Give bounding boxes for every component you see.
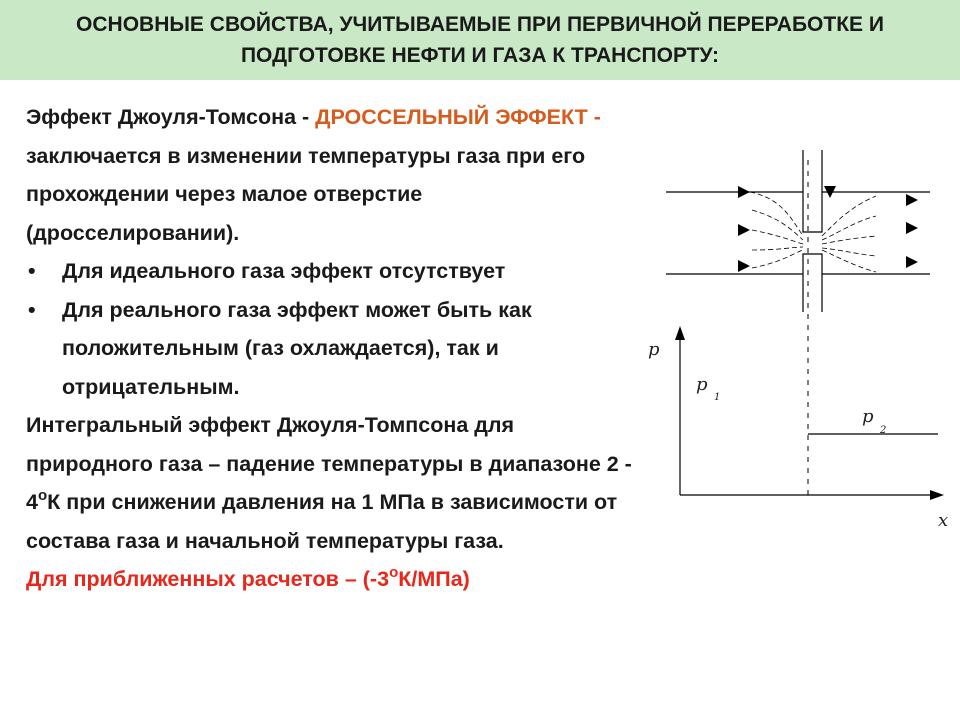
throttling-diagram xyxy=(640,150,950,550)
definition-term: Эффект Джоуля-Томсона - xyxy=(26,105,316,129)
label-p2: p xyxy=(862,406,874,427)
axis-label-p: p xyxy=(648,339,660,360)
approx-text-end: К/МПа) xyxy=(398,567,470,591)
integral-effect-paragraph xyxy=(26,406,636,560)
label-p1: p xyxy=(696,374,708,395)
bullet-symbol: • xyxy=(28,259,36,283)
y-axis-arrow xyxy=(675,326,685,340)
definition-paragraph xyxy=(26,98,636,252)
integral-text-start: Интегральный эффект Джоуля-Томпсона для природного газа – падение температуры в диапазоне 2 - 4 xyxy=(26,413,632,514)
bullet-text: Для идеального газа эффект отсутствует xyxy=(62,259,506,283)
axis-label-x: x xyxy=(938,510,949,531)
approx-calc-line xyxy=(26,560,636,599)
bullet-item xyxy=(26,291,636,407)
degree-mark: о xyxy=(389,564,399,581)
slide-body xyxy=(26,98,636,599)
definition-term-accent: ДРОССЕЛЬНЫЙ ЭФФЕКТ - xyxy=(315,105,601,129)
slide-title xyxy=(0,0,960,80)
flow-arrows xyxy=(738,186,918,272)
integral-text-end: К при снижении давления на 1 МПа в зависимости от состава газа и начальной температуры газа. xyxy=(26,490,618,553)
orifice-plate-top xyxy=(803,150,822,232)
slide-title-line-2: ПОДГОТОВКЕ НЕФТИ И ГАЗА К ТРАНСПОРТУ: xyxy=(240,44,720,67)
x-axis-arrow xyxy=(930,490,944,500)
definition-text: заключается в изменении температуры газа при его прохождении через малое отверстие (дросселировании). xyxy=(26,143,586,245)
degree-mark: о xyxy=(37,487,48,504)
bullet-text: Для реального газа эффект может быть как положительным (газ охлаждается), так и отрицательным. xyxy=(62,297,532,399)
label-p2-subscript: 2 xyxy=(880,425,887,436)
approx-text-start: Для приближенных расчетов – (-3 xyxy=(26,567,390,591)
bullet-symbol: • xyxy=(28,297,36,322)
bullet-item xyxy=(26,252,636,291)
orifice-plate-bottom xyxy=(803,254,822,312)
label-p1-subscript: 1 xyxy=(714,392,721,403)
slide-title-line-1: ОСНОВНЫЕ СВОЙСТВА, УЧИТЫВАЕМЫЕ ПРИ ПЕРВИЧНОЙ ПЕРЕРАБОТКЕ И xyxy=(76,13,884,36)
